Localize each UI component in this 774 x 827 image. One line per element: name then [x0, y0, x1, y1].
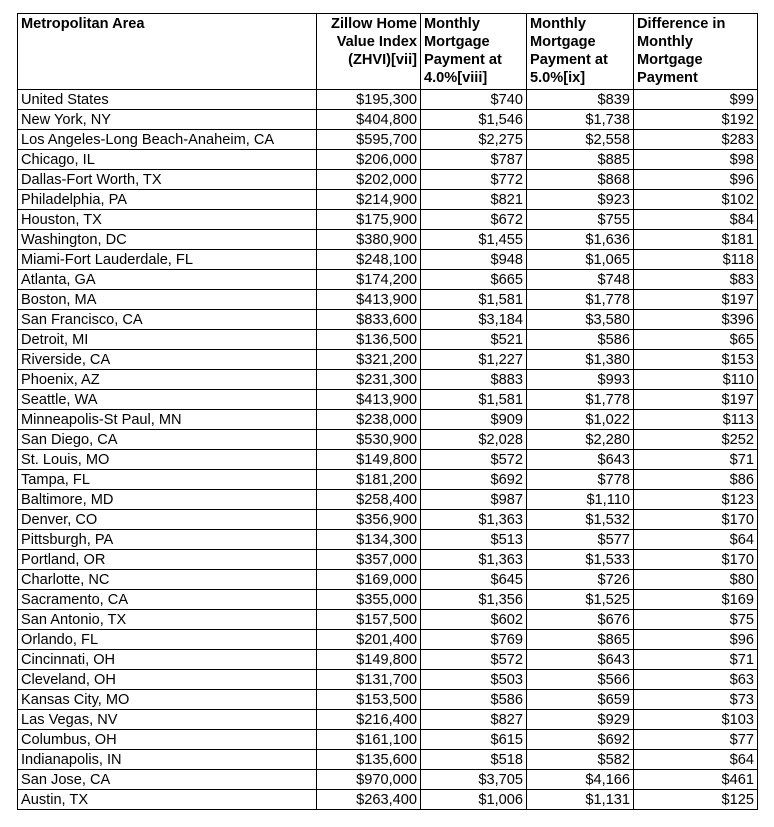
- table-row: [18, 690, 758, 710]
- difference-cell: $71: [634, 450, 758, 470]
- payment-4pct-cell: $769: [421, 630, 527, 650]
- payment-4pct-cell: $521: [421, 330, 527, 350]
- payment-4pct-cell: $3,705: [421, 770, 527, 790]
- payment-4pct-cell: $2,028: [421, 430, 527, 450]
- payment-4pct-cell: $909: [421, 410, 527, 430]
- zhvi-cell: $149,800: [317, 450, 421, 470]
- difference-cell: $170: [634, 510, 758, 530]
- header-payment-difference: Difference in Monthly Mortgage Payment: [634, 14, 758, 90]
- payment-5pct-cell: $1,778: [527, 290, 634, 310]
- payment-5pct-cell: $1,110: [527, 490, 634, 510]
- payment-5pct-cell: $755: [527, 210, 634, 230]
- payment-4pct-cell: $572: [421, 650, 527, 670]
- difference-cell: $64: [634, 750, 758, 770]
- metro-area-cell: San Jose, CA: [18, 770, 317, 790]
- payment-5pct-cell: $1,778: [527, 390, 634, 410]
- difference-cell: $197: [634, 290, 758, 310]
- table-row: [18, 790, 758, 810]
- payment-5pct-cell: $748: [527, 270, 634, 290]
- payment-5pct-cell: $929: [527, 710, 634, 730]
- payment-5pct-cell: $1,738: [527, 110, 634, 130]
- table-row: [18, 190, 758, 210]
- zhvi-cell: $181,200: [317, 470, 421, 490]
- metro-area-cell: Kansas City, MO: [18, 690, 317, 710]
- payment-5pct-cell: $643: [527, 450, 634, 470]
- payment-4pct-cell: $1,227: [421, 350, 527, 370]
- zhvi-cell: $174,200: [317, 270, 421, 290]
- payment-5pct-cell: $1,022: [527, 410, 634, 430]
- payment-5pct-cell: $676: [527, 610, 634, 630]
- metro-area-cell: Las Vegas, NV: [18, 710, 317, 730]
- difference-cell: $113: [634, 410, 758, 430]
- payment-4pct-cell: $645: [421, 570, 527, 590]
- difference-cell: $63: [634, 670, 758, 690]
- payment-5pct-cell: $2,558: [527, 130, 634, 150]
- table-row: [18, 570, 758, 590]
- metro-area-cell: Baltimore, MD: [18, 490, 317, 510]
- metro-area-cell: Phoenix, AZ: [18, 370, 317, 390]
- table-row: [18, 330, 758, 350]
- difference-cell: $461: [634, 770, 758, 790]
- payment-4pct-cell: $987: [421, 490, 527, 510]
- zhvi-cell: $216,400: [317, 710, 421, 730]
- difference-cell: $110: [634, 370, 758, 390]
- metro-area-cell: Boston, MA: [18, 290, 317, 310]
- table-row: [18, 210, 758, 230]
- payment-4pct-cell: $518: [421, 750, 527, 770]
- payment-5pct-cell: $586: [527, 330, 634, 350]
- zhvi-cell: $263,400: [317, 790, 421, 810]
- metro-area-cell: Columbus, OH: [18, 730, 317, 750]
- difference-cell: $99: [634, 90, 758, 110]
- table-row: [18, 230, 758, 250]
- metro-area-cell: Washington, DC: [18, 230, 317, 250]
- difference-cell: $153: [634, 350, 758, 370]
- payment-4pct-cell: $513: [421, 530, 527, 550]
- zhvi-cell: $195,300: [317, 90, 421, 110]
- table-row: [18, 630, 758, 650]
- zhvi-cell: $380,900: [317, 230, 421, 250]
- zhvi-cell: $530,900: [317, 430, 421, 450]
- metro-area-cell: Orlando, FL: [18, 630, 317, 650]
- metro-area-cell: Indianapolis, IN: [18, 750, 317, 770]
- metro-area-cell: Tampa, FL: [18, 470, 317, 490]
- zhvi-cell: $404,800: [317, 110, 421, 130]
- header-payment-4pct: Monthly Mortgage Payment at 4.0%[viii]: [421, 14, 527, 90]
- zhvi-cell: $169,000: [317, 570, 421, 590]
- table-row: [18, 590, 758, 610]
- zhvi-cell: $413,900: [317, 290, 421, 310]
- metro-area-cell: Chicago, IL: [18, 150, 317, 170]
- zhvi-cell: $970,000: [317, 770, 421, 790]
- table-row: [18, 110, 758, 130]
- payment-4pct-cell: $602: [421, 610, 527, 630]
- difference-cell: $71: [634, 650, 758, 670]
- zhvi-cell: $175,900: [317, 210, 421, 230]
- metro-area-cell: Cleveland, OH: [18, 670, 317, 690]
- table-row: [18, 770, 758, 790]
- metro-area-cell: Minneapolis-St Paul, MN: [18, 410, 317, 430]
- zhvi-cell: $134,300: [317, 530, 421, 550]
- payment-5pct-cell: $577: [527, 530, 634, 550]
- payment-5pct-cell: $643: [527, 650, 634, 670]
- payment-4pct-cell: $586: [421, 690, 527, 710]
- payment-5pct-cell: $885: [527, 150, 634, 170]
- table-row: [18, 710, 758, 730]
- difference-cell: $98: [634, 150, 758, 170]
- payment-5pct-cell: $923: [527, 190, 634, 210]
- difference-cell: $64: [634, 530, 758, 550]
- zhvi-cell: $595,700: [317, 130, 421, 150]
- zhvi-cell: $206,000: [317, 150, 421, 170]
- payment-4pct-cell: $772: [421, 170, 527, 190]
- metro-area-cell: Charlotte, NC: [18, 570, 317, 590]
- payment-4pct-cell: $787: [421, 150, 527, 170]
- difference-cell: $252: [634, 430, 758, 450]
- difference-cell: $86: [634, 470, 758, 490]
- difference-cell: $84: [634, 210, 758, 230]
- zhvi-cell: $157,500: [317, 610, 421, 630]
- metro-area-cell: Pittsburgh, PA: [18, 530, 317, 550]
- difference-cell: $181: [634, 230, 758, 250]
- table-row: [18, 470, 758, 490]
- zhvi-cell: $258,400: [317, 490, 421, 510]
- payment-5pct-cell: $3,580: [527, 310, 634, 330]
- payment-5pct-cell: $566: [527, 670, 634, 690]
- table-row: [18, 490, 758, 510]
- zhvi-cell: $131,700: [317, 670, 421, 690]
- difference-cell: $75: [634, 610, 758, 630]
- zhvi-cell: $202,000: [317, 170, 421, 190]
- payment-5pct-cell: $726: [527, 570, 634, 590]
- payment-5pct-cell: $659: [527, 690, 634, 710]
- table-row: [18, 290, 758, 310]
- table-row: [18, 310, 758, 330]
- payment-4pct-cell: $1,006: [421, 790, 527, 810]
- difference-cell: $197: [634, 390, 758, 410]
- difference-cell: $283: [634, 130, 758, 150]
- payment-4pct-cell: $1,363: [421, 550, 527, 570]
- payment-4pct-cell: $1,455: [421, 230, 527, 250]
- payment-4pct-cell: $503: [421, 670, 527, 690]
- table-row: [18, 350, 758, 370]
- table-row: [18, 270, 758, 290]
- metro-area-cell: Austin, TX: [18, 790, 317, 810]
- difference-cell: $102: [634, 190, 758, 210]
- difference-cell: $169: [634, 590, 758, 610]
- payment-4pct-cell: $1,546: [421, 110, 527, 130]
- metro-area-cell: Cincinnati, OH: [18, 650, 317, 670]
- payment-4pct-cell: $827: [421, 710, 527, 730]
- metro-area-cell: Los Angeles-Long Beach-Anaheim, CA: [18, 130, 317, 150]
- table-row: [18, 390, 758, 410]
- difference-cell: $192: [634, 110, 758, 130]
- payment-4pct-cell: $1,581: [421, 290, 527, 310]
- payment-5pct-cell: $2,280: [527, 430, 634, 450]
- metro-area-cell: Detroit, MI: [18, 330, 317, 350]
- table-row: [18, 450, 758, 470]
- zhvi-cell: $833,600: [317, 310, 421, 330]
- payment-4pct-cell: $1,356: [421, 590, 527, 610]
- payment-4pct-cell: $1,581: [421, 390, 527, 410]
- zhvi-cell: $135,600: [317, 750, 421, 770]
- payment-5pct-cell: $1,380: [527, 350, 634, 370]
- metro-area-cell: Miami-Fort Lauderdale, FL: [18, 250, 317, 270]
- table-row: [18, 150, 758, 170]
- difference-cell: $83: [634, 270, 758, 290]
- metro-area-cell: New York, NY: [18, 110, 317, 130]
- payment-5pct-cell: $1,065: [527, 250, 634, 270]
- zhvi-cell: $356,900: [317, 510, 421, 530]
- zhvi-cell: $321,200: [317, 350, 421, 370]
- metro-area-cell: Atlanta, GA: [18, 270, 317, 290]
- payment-4pct-cell: $615: [421, 730, 527, 750]
- payment-5pct-cell: $1,525: [527, 590, 634, 610]
- payment-5pct-cell: $4,166: [527, 770, 634, 790]
- difference-cell: $170: [634, 550, 758, 570]
- zhvi-cell: $214,900: [317, 190, 421, 210]
- difference-cell: $73: [634, 690, 758, 710]
- header-payment-5pct: Monthly Mortgage Payment at 5.0%[ix]: [527, 14, 634, 90]
- payment-5pct-cell: $778: [527, 470, 634, 490]
- metro-area-cell: United States: [18, 90, 317, 110]
- metro-area-cell: Houston, TX: [18, 210, 317, 230]
- table-row: [18, 530, 758, 550]
- table-row: [18, 730, 758, 750]
- table-row: [18, 170, 758, 190]
- difference-cell: $396: [634, 310, 758, 330]
- zhvi-cell: $238,000: [317, 410, 421, 430]
- payment-4pct-cell: $572: [421, 450, 527, 470]
- table-body: [18, 90, 758, 810]
- metro-area-cell: San Diego, CA: [18, 430, 317, 450]
- difference-cell: $96: [634, 630, 758, 650]
- payment-5pct-cell: $865: [527, 630, 634, 650]
- payment-4pct-cell: $672: [421, 210, 527, 230]
- zhvi-cell: $413,900: [317, 390, 421, 410]
- payment-4pct-cell: $3,184: [421, 310, 527, 330]
- metro-area-cell: Dallas-Fort Worth, TX: [18, 170, 317, 190]
- payment-4pct-cell: $821: [421, 190, 527, 210]
- metro-area-cell: St. Louis, MO: [18, 450, 317, 470]
- metro-area-cell: Denver, CO: [18, 510, 317, 530]
- metro-area-cell: Sacramento, CA: [18, 590, 317, 610]
- zhvi-cell: $355,000: [317, 590, 421, 610]
- zhvi-cell: $161,100: [317, 730, 421, 750]
- difference-cell: $96: [634, 170, 758, 190]
- payment-5pct-cell: $1,636: [527, 230, 634, 250]
- table-row: [18, 410, 758, 430]
- payment-4pct-cell: $692: [421, 470, 527, 490]
- metro-area-cell: San Antonio, TX: [18, 610, 317, 630]
- zhvi-cell: $248,100: [317, 250, 421, 270]
- table-row: [18, 610, 758, 630]
- payment-5pct-cell: $582: [527, 750, 634, 770]
- payment-4pct-cell: $665: [421, 270, 527, 290]
- zhvi-cell: $149,800: [317, 650, 421, 670]
- payment-5pct-cell: $692: [527, 730, 634, 750]
- metro-area-cell: Portland, OR: [18, 550, 317, 570]
- difference-cell: $125: [634, 790, 758, 810]
- payment-4pct-cell: $2,275: [421, 130, 527, 150]
- payment-5pct-cell: $868: [527, 170, 634, 190]
- table-row: [18, 250, 758, 270]
- metro-area-cell: Riverside, CA: [18, 350, 317, 370]
- zhvi-cell: $153,500: [317, 690, 421, 710]
- table-row: [18, 650, 758, 670]
- table-row: [18, 90, 758, 110]
- payment-5pct-cell: $839: [527, 90, 634, 110]
- table-row: [18, 750, 758, 770]
- zhvi-cell: $136,500: [317, 330, 421, 350]
- table-row: [18, 430, 758, 450]
- payment-4pct-cell: $883: [421, 370, 527, 390]
- zhvi-cell: $357,000: [317, 550, 421, 570]
- mortgage-comparison-table: [17, 13, 758, 810]
- table-row: [18, 130, 758, 150]
- metro-area-cell: Philadelphia, PA: [18, 190, 317, 210]
- difference-cell: $118: [634, 250, 758, 270]
- table-row: [18, 550, 758, 570]
- metro-area-cell: Seattle, WA: [18, 390, 317, 410]
- difference-cell: $80: [634, 570, 758, 590]
- payment-5pct-cell: $1,532: [527, 510, 634, 530]
- header-zhvi: Zillow Home Value Index (ZHVI)[vii]: [317, 14, 421, 90]
- zhvi-cell: $201,400: [317, 630, 421, 650]
- payment-5pct-cell: $1,131: [527, 790, 634, 810]
- payment-5pct-cell: $1,533: [527, 550, 634, 570]
- difference-cell: $103: [634, 710, 758, 730]
- metro-area-cell: San Francisco, CA: [18, 310, 317, 330]
- table-row: [18, 370, 758, 390]
- difference-cell: $123: [634, 490, 758, 510]
- payment-4pct-cell: $948: [421, 250, 527, 270]
- payment-4pct-cell: $1,363: [421, 510, 527, 530]
- payment-5pct-cell: $993: [527, 370, 634, 390]
- header-row: [18, 14, 758, 90]
- table-row: [18, 510, 758, 530]
- zhvi-cell: $231,300: [317, 370, 421, 390]
- payment-4pct-cell: $740: [421, 90, 527, 110]
- table-row: [18, 670, 758, 690]
- header-metropolitan-area: Metropolitan Area: [18, 14, 317, 90]
- difference-cell: $77: [634, 730, 758, 750]
- difference-cell: $65: [634, 330, 758, 350]
